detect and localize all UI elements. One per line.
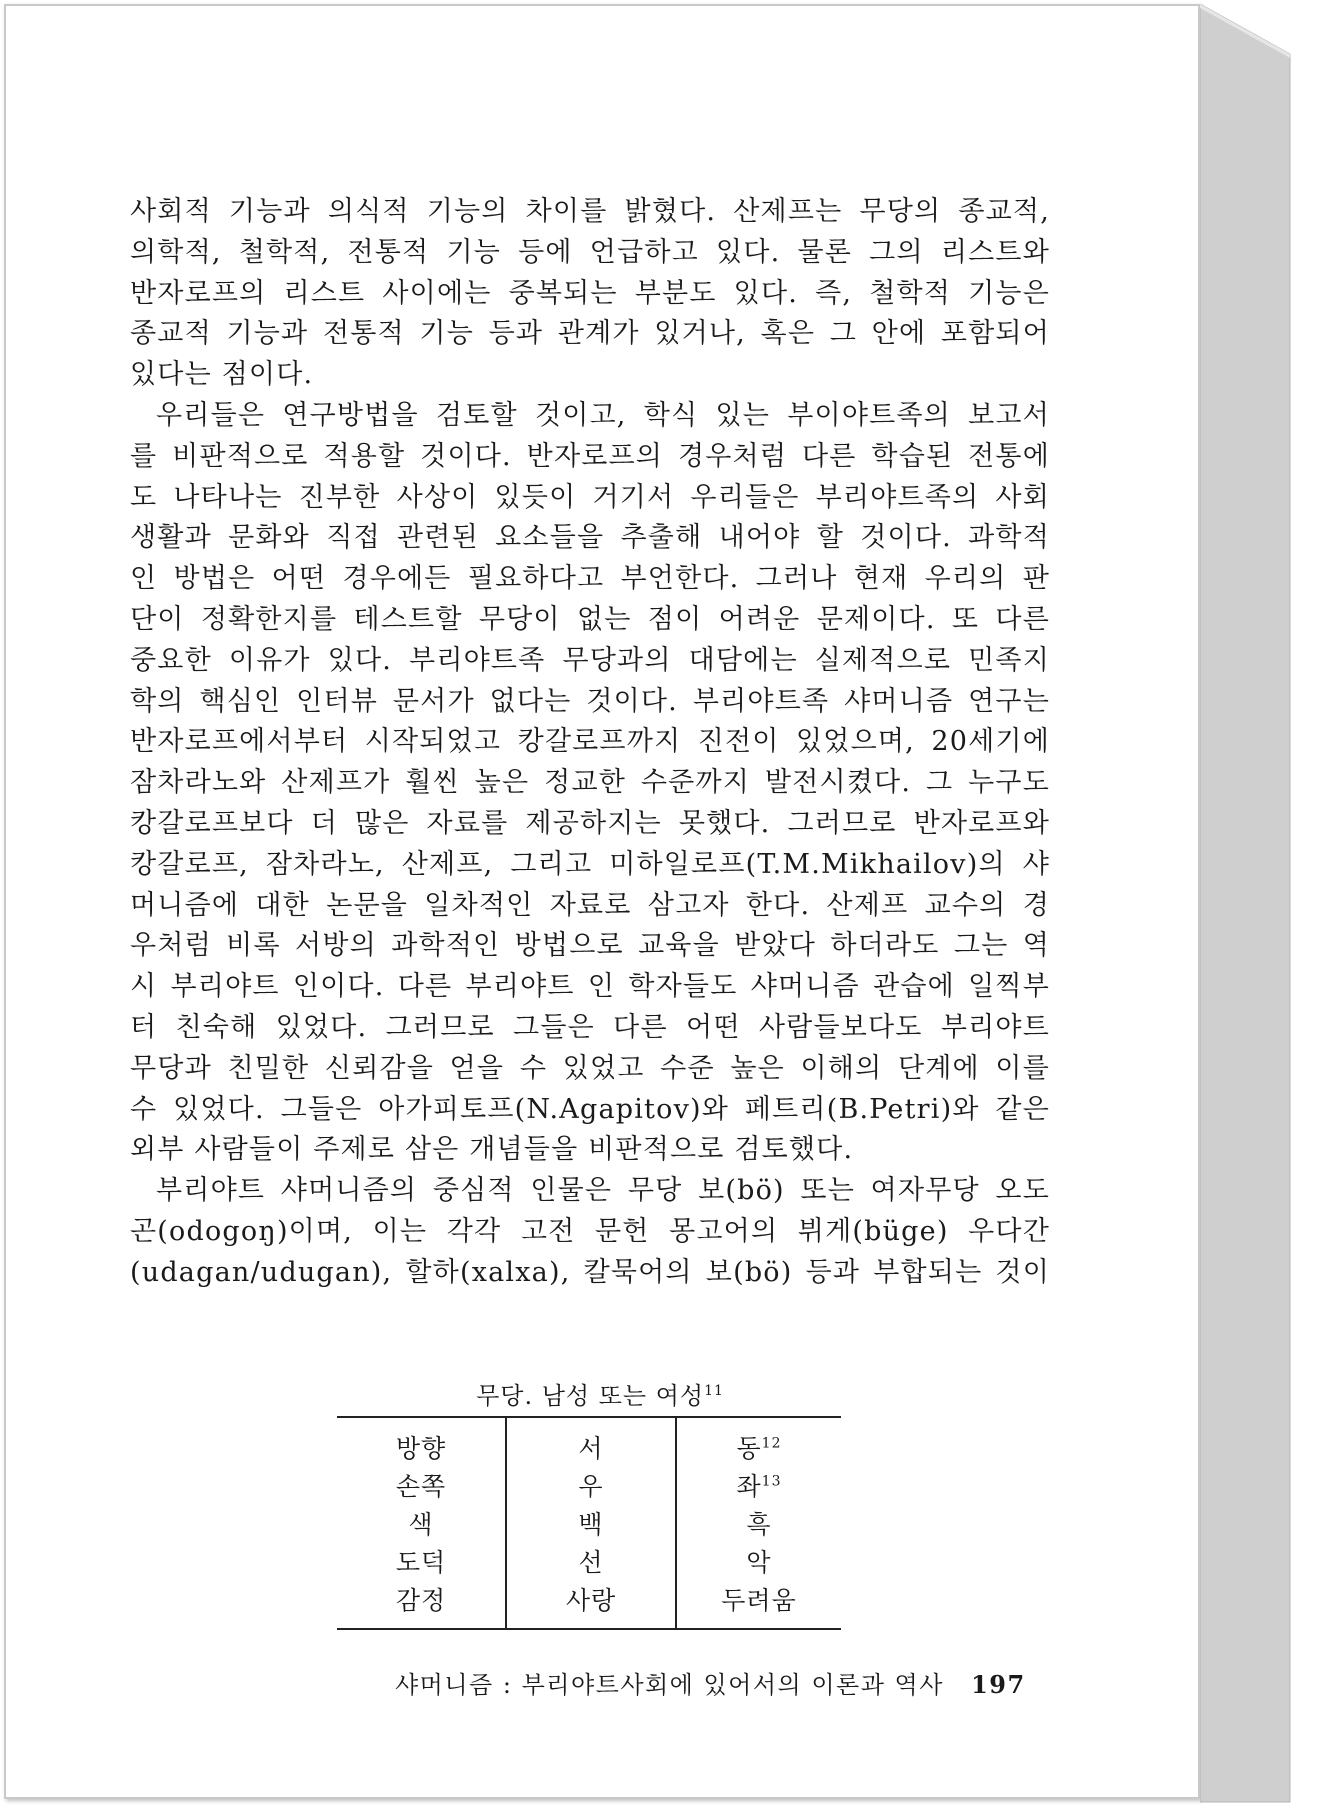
table-cell bbox=[676, 1466, 841, 1504]
table-caption bbox=[330, 1376, 870, 1411]
text-line: 학의 핵심인 인터뷰 문서가 없다는 것이다. 부리야트족 샤머니즘 연구는 bbox=[130, 685, 1050, 717]
cell-text: 두려움 bbox=[721, 1586, 797, 1615]
cell-text: 흑 bbox=[746, 1510, 772, 1539]
table-cell: 도덕 bbox=[337, 1542, 506, 1580]
text-line: (udagan/udugan), 할하(xalxa), 칼묵어의 보(bö) 등과 부합되는 것이 bbox=[130, 1256, 1050, 1288]
text-line: 인 방법은 어떤 경우에든 필요하다고 부언한다. 그러나 현재 우리의 판 bbox=[130, 563, 1050, 595]
table-cell: 색 bbox=[337, 1504, 506, 1542]
table-row bbox=[337, 1542, 841, 1580]
cell-text: 악 bbox=[746, 1548, 772, 1577]
text-line: 중요한 이유가 있다. 부리야트족 무당과의 대담에는 실제적으로 민족지 bbox=[130, 644, 1050, 676]
footnote-ref: 13 bbox=[761, 1473, 782, 1490]
table-cell: 우 bbox=[506, 1466, 676, 1504]
table-row bbox=[337, 1466, 841, 1504]
paragraph-1 bbox=[130, 192, 1050, 396]
text-line: 부리야트 샤머니즘의 중심적 인물은 무당 보(bö) 또는 여자무당 오도 bbox=[156, 1175, 1050, 1207]
table-cell bbox=[676, 1504, 841, 1542]
text-line: 곤(odogoŋ)이며, 이는 각각 고전 문헌 몽고어의 뷔게(büge) 우다간 bbox=[130, 1215, 1050, 1247]
table-row bbox=[337, 1580, 841, 1629]
table-cell: 백 bbox=[506, 1504, 676, 1542]
text-line: 머니즘에 대한 논문을 일차적인 자료로 삼고자 한다. 산제프 교수의 경 bbox=[130, 889, 1050, 921]
shaman-table bbox=[337, 1416, 841, 1630]
running-title: 샤머니즘 : 부리야트사회에 있어서의 이론과 역사 bbox=[395, 1671, 944, 1699]
table-cell bbox=[676, 1542, 841, 1580]
table-cell: 사랑 bbox=[506, 1580, 676, 1629]
text-line: 캉갈로프, 잠차라노, 산제프, 그리고 미하일로프(T.M.Mikhailov)의 샤 bbox=[130, 848, 1050, 880]
text-line: 무당과 친밀한 신뢰감을 얻을 수 있었고 수준 높은 이해의 단계에 이를 bbox=[130, 1052, 1050, 1084]
table-cell: 선 bbox=[506, 1542, 676, 1580]
table-cell bbox=[676, 1580, 841, 1629]
text-line: 우리들은 연구방법을 검토할 것이고, 학식 있는 부이야트족의 보고서 bbox=[156, 399, 1050, 431]
table-cell: 서 bbox=[506, 1417, 676, 1466]
page-number: 197 bbox=[971, 1670, 1026, 1699]
cell-text: 좌 bbox=[736, 1472, 762, 1501]
text-line: 생활과 문화와 직접 관련된 요소들을 추출해 내어야 할 것이다. 과학적 bbox=[130, 522, 1050, 554]
text-line: 사회적 기능과 의식적 기능의 차이를 밝혔다. 산제프는 무당의 종교적, bbox=[130, 196, 1050, 227]
text-line: 우처럼 비록 서방의 과학적인 방법으로 교육을 받았다 하더라도 그는 역 bbox=[130, 930, 1050, 962]
page-edge-shape bbox=[1200, 4, 1326, 1804]
table-cell bbox=[676, 1417, 841, 1466]
cell-text: 동 bbox=[736, 1434, 762, 1463]
table-cell: 감정 bbox=[337, 1580, 506, 1629]
paragraph-3 bbox=[130, 1171, 1050, 1293]
text-line: 있다는 점이다. bbox=[130, 359, 314, 391]
table-caption-text: 무당. 남성 또는 여성 bbox=[476, 1382, 705, 1410]
text-line: 외부 사람들이 주제로 삼은 개념들을 비판적으로 검토했다. bbox=[130, 1134, 854, 1166]
body-text bbox=[130, 192, 1050, 1294]
text-line: 를 비판적으로 적용할 것이다. 반자로프의 경우처럼 다른 학습된 전통에 bbox=[130, 440, 1050, 472]
table-row bbox=[337, 1504, 841, 1542]
paragraph-2 bbox=[130, 396, 1050, 1171]
text-line: 수 있었다. 그들은 아가피토프(N.Agapitov)와 페트리(B.Petri)와 같은 bbox=[130, 1093, 1050, 1125]
text-line: 캉갈로프보다 더 많은 자료를 제공하지는 못했다. 그러므로 반자로프와 bbox=[130, 807, 1050, 839]
text-line: 의학적, 철학적, 전통적 기능 등에 언급하고 있다. 물론 그의 리스트와 bbox=[130, 236, 1050, 268]
footnote-ref: 11 bbox=[704, 1383, 724, 1399]
text-line: 단이 정확한지를 테스트할 무당이 없는 점이 어려운 문제이다. 또 다른 bbox=[130, 603, 1050, 635]
text-line: 터 친숙해 있었다. 그러므로 그들은 다른 어떤 사람들보다도 부리야트 bbox=[130, 1011, 1050, 1043]
table-cell: 손쪽 bbox=[337, 1466, 506, 1504]
table-cell: 방향 bbox=[337, 1417, 506, 1466]
footnote-ref: 12 bbox=[761, 1435, 782, 1452]
text-line: 반자로프에서부터 시작되었고 캉갈로프까지 진전이 있었으며, 20세기에 bbox=[130, 726, 1050, 758]
text-line: 시 부리야트 인이다. 다른 부리야트 인 학자들도 샤머니즘 관습에 일찍부 bbox=[130, 971, 1050, 1003]
table-row bbox=[337, 1417, 841, 1466]
text-line: 반자로프의 리스트 사이에는 중복되는 부분도 있다. 즉, 철학적 기능은 bbox=[130, 277, 1050, 309]
page-footer bbox=[395, 1665, 1026, 1700]
text-line: 잠차라노와 산제프가 훨씬 높은 정교한 수준까지 발전시켰다. 그 누구도 bbox=[130, 767, 1050, 799]
text-line: 도 나타나는 진부한 사상이 있듯이 거기서 우리들은 부리야트족의 사회 bbox=[130, 481, 1050, 513]
text-line: 종교적 기능과 전통적 기능 등과 관계가 있거나, 혹은 그 안에 포함되어 bbox=[130, 318, 1050, 350]
